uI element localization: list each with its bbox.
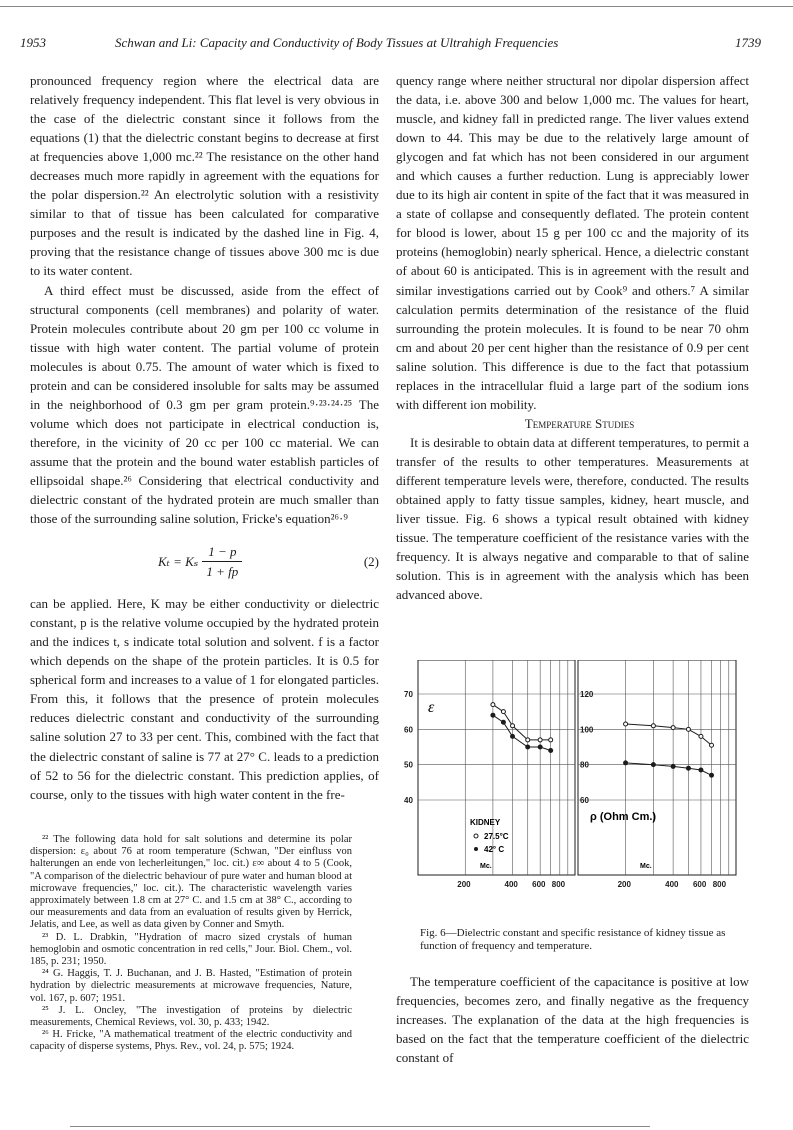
equation-tag: (2) <box>363 553 379 569</box>
left-column <box>30 71 379 804</box>
data-point <box>710 743 714 747</box>
y-tick-label: 40 <box>404 796 413 805</box>
page-year: 1953 <box>20 35 46 50</box>
y-tick-label: 50 <box>404 760 413 770</box>
paragraph: The temperature coefficient of the capacitance is positive at low frequencies, becomes zero, and finally negative as the frequency increases. The explanation of the data at the high frequencies is based on the fact that the temperature coefficient of the dielectric constant of <box>396 974 749 1065</box>
data-point <box>671 726 675 730</box>
data-point <box>526 745 530 749</box>
legend-title: KIDNEY <box>470 818 501 827</box>
footnote: ²² The following data hold for salt solutions and determine its polar dispersion: ε₀ about 76 at room temperature (Schwan, "Der einfluss von halterungen an ende von lecherleitungen," loc. cit.) ε∞ about 4 to 5 (Cook, "A comparison of the dielectric behaviour of pure water and human blood at microwave frequencies," loc. cit.). The characteristic wavelength varies approximately between 1.8 cm at 27° C. and 1.5 cm at 38° C., according to our measurements and data from an evaluation of results given by Herrick, Jelatis, and Lee, as well as data given by Conner and Smyth. <box>30 834 352 931</box>
data-point <box>501 710 505 714</box>
data-point <box>651 763 655 767</box>
footnote: ²⁵ J. L. Oncley, "The investigation of proteins by dielectric measurements, Chemical Reviews, vol. 30, p. 433; 1942. <box>30 1004 352 1029</box>
data-point <box>651 724 655 728</box>
equation-denominator: 1 + fp <box>206 563 239 579</box>
data-point <box>491 713 495 717</box>
right-column-bottom <box>396 972 749 1067</box>
equation-numerator: 1 − p <box>202 542 242 562</box>
paragraph: pronounced frequency region where the electrical data are relatively frequency independent. This flat level is very obvious in the case of the dielectric constant since it follows from the equations (1) that the dielectric constant begins to decrease at first at frequencies above 1,000 mc.²² The resistance on the other hand decreases much more rapidly in agreement with the equations for the polar dispersion.²² An electrolytic solution with a resistivity similar to that of tissue has been calculated for comparative purposes and the result is indicated by the dashed line in Fig. 4, proving that the resistance change of tissues above 300 mc is due to its water content. <box>30 73 379 279</box>
figure-caption: Fig. 6—Dielectric constant and specific resistance of kidney tissue as function of frequency and temperature. <box>420 927 726 952</box>
footnotes <box>30 834 352 1054</box>
y-tick-label: 120 <box>580 690 594 699</box>
x-tick-label: 600 <box>692 880 707 888</box>
y-tick-label: 100 <box>580 725 594 735</box>
series-line <box>626 724 712 745</box>
epsilon-symbol: ε <box>428 699 435 716</box>
unit-label-right: Mc. <box>640 863 652 870</box>
x-tick-label: 400 <box>665 880 679 888</box>
data-point <box>549 738 553 742</box>
series-line <box>493 715 551 750</box>
panel-frame <box>578 660 736 875</box>
data-point <box>686 766 690 770</box>
data-point <box>491 703 495 707</box>
y-tick-label: 80 <box>580 760 589 770</box>
equation-lhs: Kₜ = Kₛ <box>158 553 199 569</box>
x-tick-label: 200 <box>617 880 631 888</box>
resistance-panel <box>578 660 736 888</box>
data-point <box>511 724 515 728</box>
legend-marker-open <box>474 834 478 838</box>
y-tick-label: 70 <box>404 690 413 699</box>
panel-frame <box>418 660 575 875</box>
running-title: Schwan and Li: Capacity and Conductivity of Body Tissues at Ultrahigh Frequencies <box>115 35 559 50</box>
footnote: ²⁶ H. Fricke, "A mathematical treatment of the electric conductivity and capacity of disperse systems, Phys. Rev., vol. 24, p. 575; 1924. <box>30 1029 352 1053</box>
equation-fraction <box>202 542 242 581</box>
data-point <box>549 749 553 753</box>
x-tick-label: 200 <box>457 880 471 888</box>
data-point <box>538 738 542 742</box>
data-point <box>710 773 714 777</box>
data-point <box>624 761 628 765</box>
paragraph: A third effect must be discussed, aside from the effect of structural components (cell membranes) and polarity of water. Protein molecules contribute about 20 gm per 100 cc volume in tissue with high water content. The partial volume of protein molecules is about 0.75. The amount of water which is fixed to protein and can be considered insoluble for salts may be assumed in the neighborhood of 0.3 gm per gram protein.⁹·²³·²⁴·²⁵ The volume which does not participate in electrical conduction is, therefore, in the vicinity of 20 cc per 100 cc material. We can assume that the protein and the bound water establish particles of ellipsoidal shape.²⁶ Considering that electrical conductivity and dielectric constant of the hydrated protein are much smaller than those of the surrounding saline solution, Fricke's equation²⁶·⁹ <box>30 282 379 527</box>
figure-6-plot <box>400 660 740 888</box>
right-column <box>396 71 749 604</box>
data-point <box>501 720 505 724</box>
footnote: ²³ D. L. Drabkin, "Hydration of macro sized crystals of human hemoglobin and osmotic concentration in red cells," Jour. Biol. Chem., vol. 185, p. 231; 1950. <box>30 931 352 968</box>
data-point <box>624 722 628 726</box>
data-point <box>699 768 703 772</box>
top-edge <box>0 0 793 7</box>
x-tick-label: 400 <box>504 880 518 888</box>
data-point <box>671 764 675 768</box>
equation-2 <box>30 534 379 588</box>
unit-label-left: Mc. <box>480 863 492 870</box>
footnote: ²⁴ G. Haggis, T. J. Buchanan, and J. B. Hasted, "Estimation of protein hydration by dielectric measurements at microwave frequencies, Nature, vol. 167, p. 607; 1951. <box>30 968 352 1004</box>
legend-item: 27.5°C <box>484 832 509 841</box>
paragraph: It is desirable to obtain data at different temperatures, to permit a transfer of the results to other temperatures. Measurements at different temperature levels were, therefore, conducted. The results obtained apply to fatty tissue samples, kidney, heart muscle, and liver tissue. Fig. 6 shows a typical result obtained with kidney tissue. The temperature coefficient of the resistance varies with the frequency. It is always negative and comparable to that of saline solution. This is in agreement with the analysis which has been advanced above. <box>396 434 749 603</box>
bottom-edge <box>70 1126 650 1127</box>
rho-symbol: ρ (Ohm Cm.) <box>590 811 657 823</box>
data-point <box>699 734 703 738</box>
paragraph: can be applied. Here, K may be either conductivity or dielectric constant, p is the relative volume occupied by the hydrated protein and the indices t, s indicate total solution and solvent. f is a factor which depends on the shape of the protein particles. It is 0.5 for spherical form and increases to a value of 1 for elongated particles. From this, it follows that the presence of protein molecules reduces dielectric constant and conductivity of the surrounding saline solution 27 to 33 per cent. This, combined with the fact that the dielectric constant of saline is 77 at 27° C. leads to a prediction of 52 to 56 for the dielectric constant. This prediction applies, of course, only to the tissues with high water content in the fre- <box>30 596 379 802</box>
legend-marker-filled <box>474 847 478 851</box>
section-heading: Temperature Studies <box>524 415 635 431</box>
figure-6 <box>400 660 740 888</box>
page-number: 1739 <box>735 35 761 50</box>
data-point <box>511 734 515 738</box>
data-point <box>526 738 530 742</box>
data-point <box>538 745 542 749</box>
paragraph: quency range where neither structural nor dipolar dispersion affect the data, i.e. above 300 and below 1,000 mc. The values for heart, muscle, and kidney fall in predicted range. The liver values extend down to 44. This may be due to the relatively large amount of glycogen and fat which has not been considered in our argument and which causes a further reduction. Lung is appreciably lower due to its high air content in spite of the fact that it was measured in a state of collapse and consequently deflated. The protein content for blood is lower, about 15 g per 100 cc and the majority of its proteins (hemoglobin) nearly spherical. Hence, a dielectric constant of about 60 is anticipated. This is in agreement with the result and similar investigations carried out by Cook⁹ and others.⁷ A similar calculation permits determination of the resistance of the fluid surrounding the protein molecules. It is found to be near 70 ohm cm and about 20 per cent higher than the resistance of 0.9 per cent saline solution. This difference is due to the fact that potassium replaces in the intracellular fluid a large part of the sodium ions with different ion mobility. <box>396 73 749 412</box>
x-tick-label: 600 <box>532 880 546 888</box>
x-tick-label: 800 <box>712 880 727 888</box>
y-tick-label: 60 <box>580 796 589 805</box>
y-tick-label: 60 <box>404 725 413 735</box>
legend-item: 42° C <box>484 845 505 854</box>
x-tick-label: 800 <box>551 880 566 888</box>
data-point <box>686 727 690 731</box>
